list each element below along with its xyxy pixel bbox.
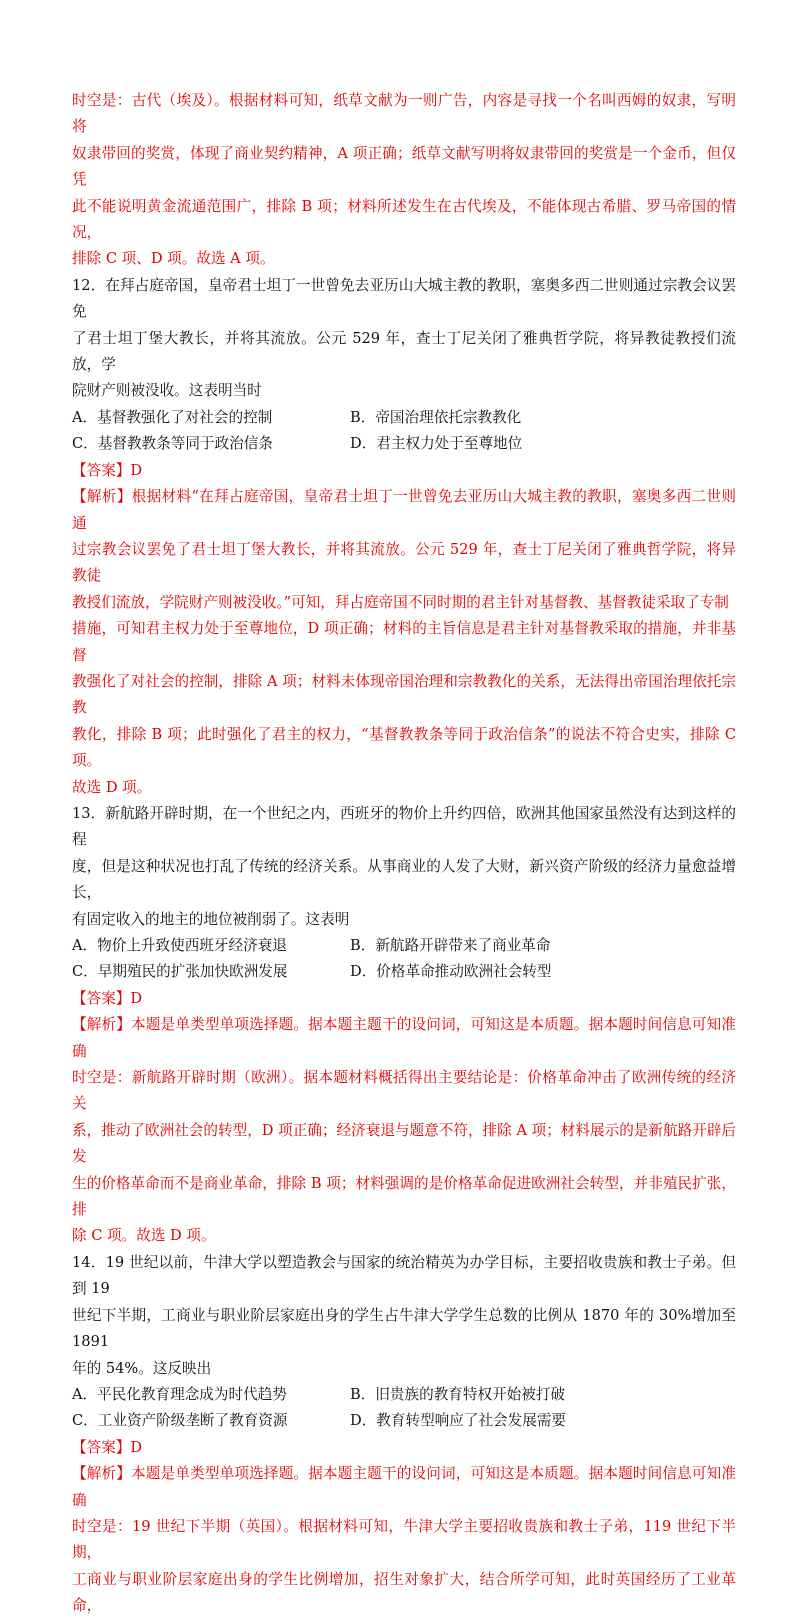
option-d: D．君主权力处于至尊地位 (350, 435, 523, 453)
question-stem-line: 14．19 世纪以前，牛津大学以塑造教会与国家的统治精英为办学目标，主要招收贵族和教士子弟。但到 19 (72, 1253, 736, 1298)
question-stem-line: 12．在拜占庭帝国，皇帝君士坦丁一世曾免去亚历山大城主教的教职，塞奥多西二世则通过宗教会议罢免 (72, 276, 736, 321)
analysis-line: 【解析】根据材料“在拜占庭帝国，皇帝君士坦丁一世曾免去亚历山大城主教的教职，塞奥多西二世则通 (72, 488, 736, 532)
option-a: A．平民化教育理念成为时代趋势 (72, 1385, 287, 1403)
option-b: B．新航路开辟带来了商业革命 (350, 937, 551, 954)
question-stem-line: 院财产则被没收。这表明当时 (72, 382, 262, 400)
analysis-line: 教化，排除 B 项；此时强化了君主的权力，“基督教教条等同于政治信条”的说法不符合史实，排除 C 项。 (72, 725, 736, 770)
question-14 (72, 1250, 736, 1620)
analysis-line: 教强化了对社会的控制，排除 A 项；材料未体现帝国治理和宗教教化的关系，无法得出帝国治理依托宗教 (72, 672, 736, 717)
analysis-line: 生的价格革命而不是商业革命，排除 B 项；材料强调的是价格革命促进欧洲社会转型，并非殖民扩张，排 (72, 1174, 736, 1219)
analysis-line: 排除 C 项、D 项。故选 A 项。 (72, 250, 275, 268)
analysis-line: 时空是：19 世纪下半期（英国）。根据材料可知，牛津大学主要招收贵族和教士子弟，119 世纪下半期， (72, 1517, 736, 1562)
question-stem-line: 年的 54%。这反映出 (72, 1359, 212, 1377)
answer-label: 【答案】D (72, 1438, 143, 1456)
analysis-line: 工商业与职业阶层家庭出身的学生比例增加，招生对象扩大，结合所学可知，此时英国经历了工业革命， (72, 1570, 736, 1615)
analysis-line: 故选 D 项。 (72, 778, 152, 796)
answer-label: 【答案】D (72, 461, 143, 479)
options-row (72, 933, 736, 959)
intro-analysis (72, 88, 736, 273)
option-b: B．帝国治理依托宗教教化 (350, 408, 522, 426)
analysis-line: 【解析】本题是单类型单项选择题。据本题主题干的设问词，可知这是本质题。据本题时间信息可知准确 (72, 1016, 736, 1060)
option-b: B．旧贵族的教育特权开始被打破 (350, 1385, 566, 1403)
question-stem-line: 了君士坦丁堡大教长，并将其流放。公元 529 年，查士丁尼关闭了雅典哲学院，将异教徒教授们流放，学 (72, 329, 736, 374)
analysis-line: 教授们流放，学院财产则被没收。”可知，拜占庭帝国不同时期的君主针对基督教、基督教徒采取了专制 (72, 593, 729, 611)
analysis-line: 系，推动了欧洲社会的转型，D 项正确；经济衰退与题意不符，排除 A 项；材料展示的是新航路开辟后发 (72, 1121, 736, 1166)
option-d: D．教育转型响应了社会发展需要 (350, 1412, 567, 1430)
options-row (72, 1382, 736, 1408)
analysis-line: 过宗教会议罢免了君士坦丁堡大教长，并将其流放。公元 529 年，查士丁尼关闭了雅典哲学院，将异教徒 (72, 540, 736, 585)
option-d: D．价格革命推动欧洲社会转型 (350, 963, 552, 981)
option-c: C．工业资产阶级垄断了教育资源 (72, 1412, 288, 1430)
analysis-line: 措施，可知君主权力处于至尊地位，D 项正确；材料的主旨信息是君主针对基督教采取的措施，并非基督 (72, 620, 736, 664)
options-row (72, 431, 736, 457)
question-stem-line: 世纪下半期，工商业与职业阶层家庭出身的学生占牛津大学学生总数的比例从 1870 年的 30%增加至 1891 (72, 1306, 736, 1351)
analysis-line: 时空是：新航路开辟时期（欧洲）。据本题材料概括得出主要结论是：价格革命冲击了欧洲传统的经济关 (72, 1069, 736, 1113)
analysis-line: 时空是：古代（埃及）。根据材料可知，纸草文献为一则广告，内容是寻找一个名叫西姆的奴隶，写明将 (72, 92, 736, 136)
option-c: C．早期殖民的扩张加快欧洲发展 (72, 963, 288, 981)
option-a: A．基督教强化了对社会的控制 (72, 408, 273, 426)
question-12 (72, 273, 736, 801)
analysis-line: 此不能说明黄金流通范围广，排除 B 项；材料所述发生在古代埃及，不能体现古希腊、罗马帝国的情况， (72, 197, 736, 242)
option-a: A．物价上升致使西班牙经济衰退 (72, 937, 287, 954)
options-row (72, 959, 736, 985)
analysis-line: 除 C 项。故选 D 项。 (72, 1227, 216, 1245)
question-stem-line: 度，但是这种状况也打乱了传统的经济关系。从事商业的人发了大财，新兴资产阶级的经济力量愈益增长， (72, 857, 736, 902)
question-13 (72, 801, 736, 1250)
document-page (72, 88, 736, 1620)
analysis-line: 【解析】本题是单类型单项选择题。据本题主题干的设问词，可知这是本质题。据本题时间信息可知准确 (72, 1465, 736, 1509)
question-stem-line: 13．新航路开辟时期，在一个世纪之内，西班牙的物价上升约四倍，欧洲其他国家虽然没有达到这样的程 (72, 804, 736, 849)
analysis-line: 奴隶带回的奖赏，体现了商业契约精神，A 项正确；纸草文献写明将奴隶带回的奖赏是一个金币，但仅凭 (72, 144, 736, 189)
option-c: C．基督教教条等同于政治信条 (72, 435, 273, 453)
options-row (72, 1408, 736, 1434)
question-stem-line: 有固定收入的地主的地位被削弱了。这表明 (72, 910, 350, 928)
options-row (72, 405, 736, 431)
answer-label: 【答案】D (72, 989, 143, 1007)
